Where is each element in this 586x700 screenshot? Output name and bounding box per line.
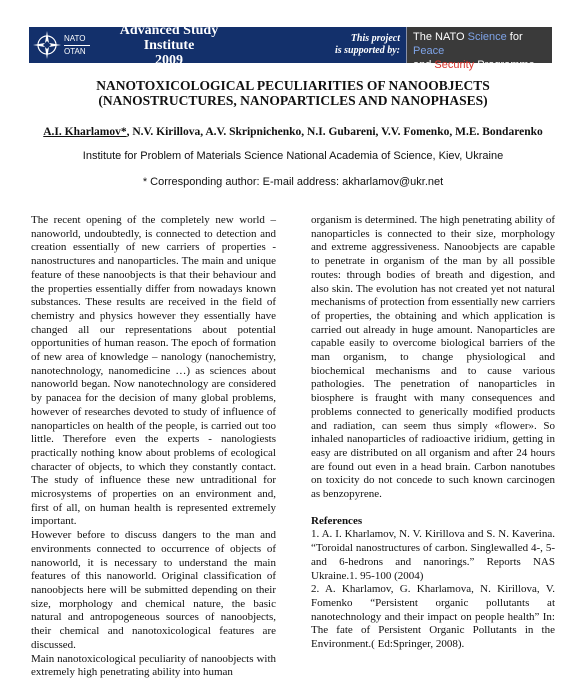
left-column [31,214,276,680]
body-paragraph: However before to discuss dangers to the man and environments connected to occurrence of objects of nanoworld, it is necessary to understand the main features of this nanoworld. Original classification of nanoobjects here will be submitted depending on their size, morphology and chemical nature, the basic natural and antropogeneous sources of nanoobjects, their chemical and nanotoxicological features are discussed. [31,529,276,651]
coauthors: , N.V. Kirillova, A.V. Skripnichenko, N.I. Gubareni, V.V. Fomenko, M.E. Bondarenko [126,126,543,138]
programme-pre: The NATO [413,31,468,43]
body-paragraph: Main nanotoxicological peculiarity of nanoobjects with extremely high penetrating ability into human [31,652,276,679]
paper-title-line1: NANOTOXICOLOGICAL PECULIARITIES OF NANOOBJECTS [96,78,490,93]
programme-for: for [506,31,523,43]
author-list [20,126,566,138]
programme-and: and [413,59,435,71]
nato-text: NATO [64,33,86,43]
corresponding-author: A.I. Kharlamov* [43,126,127,138]
nato-otan-label [64,34,94,57]
nato-banner [29,22,552,71]
nato-star-icon [32,30,62,60]
programme-security: Security [434,59,475,71]
programme-post: Programme [474,59,535,71]
programme-peace: Peace [413,45,445,57]
asi-line1: Advanced Study Institute [119,22,219,53]
right-column [311,214,555,652]
banner-supported-block [247,27,406,63]
reference-item: 1. A. I. Kharlamov, N. V. Kirillova and S. N. Kaverina. “Toroidal nanostructures of carbon. Singlewalled 4-, 5- and 6-hedrons and nanorings.” Reports NAS Ukraine.1. 95-100 (2004) [311,528,555,582]
supported-line2: is supported by: [335,45,400,56]
asi-title [94,23,244,68]
supported-by-text [247,27,406,57]
body-paragraph: organism is determined. The high penetrating ability of nanoparticles is connected to their size, morphology and extreme aggressiveness. Nanoobjects are capable to penetrate in organism of the man by all possible routes: through bodies of breath and digestion, and also skin. The evolution has not created yet not natural mechanisms of protection from essentially new carriers of properties, the obtaining and which application is carried out already in huge amount. Nanoparticles are capable easily to overcome biological barriers of the man organism, to change physiological and biochemical mechanisms and to cause various pathologies. The penetration of nanoparticles in biosphere is fraught with many consequences and problems connected to generically modified products and radiation, can seem thus simply «flower». So inhaled nanoparticles of radioactive iridium, getting in easy are distributed on all organism and after 24 hours are found out even in a head brain. Carbon nanotubes on toxicity do not concede to such known carcinogen as benzopyrene. [311,214,555,501]
banner-programme-block [406,27,552,71]
paper-title-line2: (NANOSTRUCTURES, NANOPARTICLES AND NANOPHASES) [98,93,488,108]
references-heading: References [311,514,363,527]
banner-asi-block [29,22,247,68]
supported-line1: This project [350,33,400,44]
reference-item: 2. A. Kharlamov, G. Kharlamova, N. Kirillova, V. Fomenko “Persistent organic pollutants at nanotechnology and their impact on people health” In: The fate of Persistent Organic Pollutants in the Environment.( Ed:Springer, 2008). [311,583,555,651]
programme-text [407,27,552,72]
affiliation: Institute for Problem of Materials Science National Academia of Science, Kiev, Ukraine [82,150,504,162]
programme-science: Science [467,31,507,43]
asi-line2: 2009 [155,52,183,68]
otan-text: OTAN [64,46,86,56]
body-paragraph: The recent opening of the completely new world – nanoworld, undoubtedly, is connected to detection and creation essentially of new carriers of properties - nanostructures and nanoparticles. The main and unique feature of these nanoobjects is that their behaviour and the properties essentially differ from nowadays known substances. These results are received in the field of chemistry and physics however they essentially have changed all our representations about potential opportunities of human reason. The epoch of formation of new area of knowledge – nanology (nanochemistry, nanotechnology, nanomedicine …) as sciences about nanoworld began. Now nanotechnology are considered by panacea for the decision of many global problems, however of researches devoted to study of influence of nanoparticles on health of the people, is carried out too little. Therefore even the experts - nanologiests practically nothing know about problems of ecological character of objects, to which they constantly contact. The study of influence these new untraditional for microsystems of properties on an environment and, first of all, on human health is represented extremely important. [31,214,276,528]
corresponding-email: * Corresponding author: E-mail address: akharlamov@ukr.net [142,176,444,188]
